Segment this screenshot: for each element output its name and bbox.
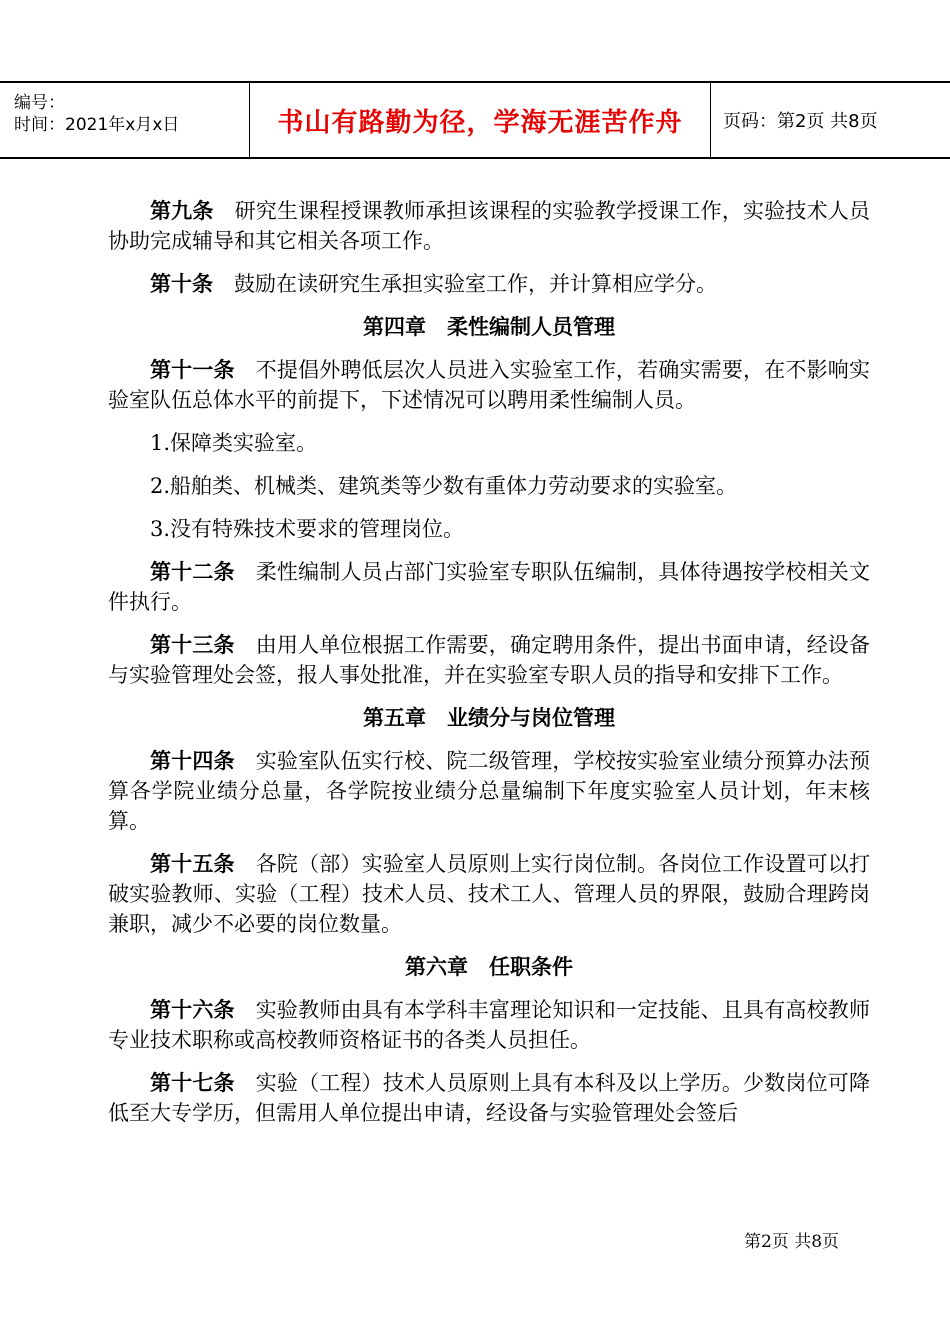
article-text: 鼓励在读研究生承担实验室工作，并计算相应学分。 xyxy=(234,272,717,296)
article-16 xyxy=(108,995,870,1055)
article-title: 第十二条 xyxy=(150,559,235,584)
article-13 xyxy=(108,630,870,690)
article-text: 由用人单位根据工作需要，确定聘用条件，提出书面申请，经设备与实验管理处会签，报人事处批准，并在实验室专职人员的指导和安排下工作。 xyxy=(108,633,870,687)
list-item: 3.没有特殊技术要求的管理岗位。 xyxy=(150,517,465,541)
article-text: 柔性编制人员占部门实验室专职队伍编制，具体待遇按学校相关文件执行。 xyxy=(108,560,870,614)
article-11 xyxy=(108,355,870,415)
article-12 xyxy=(108,557,870,617)
header-motto: 书山有路勤为径，学海无涯苦作舟 xyxy=(250,83,711,157)
article-text: 各院（部）实验室人员原则上实行岗位制。各岗位工作设置可以打破实验教师、实验（工程）技术人员、技术工人、管理人员的界限，鼓励合理跨岗兼职，减少不必要的岗位数量。 xyxy=(108,852,870,936)
header-meta xyxy=(0,83,250,157)
article-title: 第十条 xyxy=(150,271,213,296)
list-item: 1.保障类实验室。 xyxy=(150,431,318,455)
article-text: 实验（工程）技术人员原则上具有本科及以上学历。少数岗位可降低至大专学历，但需用人单位提出申请，经设备与实验管理处会签后 xyxy=(108,1071,870,1125)
article-text: 研究生课程授课教师承担该课程的实验教学授课工作，实验技术人员协助完成辅导和其它相关各项工作。 xyxy=(108,199,870,253)
document-number-label: 编号： xyxy=(14,93,65,113)
article-title: 第十四条 xyxy=(150,748,235,773)
article-text: 实验室队伍实行校、院二级管理，学校按实验室业绩分预算办法预算各学院业绩分总量，各学院按业绩分总量编制下年度实验室人员计划，年末核算。 xyxy=(108,749,870,833)
header-page-label: 页码：第2页 共8页 xyxy=(723,111,878,132)
article-title: 第十六条 xyxy=(150,997,235,1022)
article-title: 第十七条 xyxy=(150,1070,235,1095)
article-title: 第十三条 xyxy=(150,632,235,657)
chapter-heading: 第六章 任职条件 xyxy=(405,954,573,979)
article-9 xyxy=(108,196,870,256)
article-text: 不提倡外聘低层次人员进入实验室工作，若确实需要，在不影响实验室队伍总体水平的前提下，下述情况可以聘用柔性编制人员。 xyxy=(108,358,870,412)
article-10 xyxy=(108,269,870,299)
page-footer: 第2页 共8页 xyxy=(744,1232,840,1252)
article-title: 第九条 xyxy=(150,198,214,223)
article-15 xyxy=(108,849,870,939)
document-header xyxy=(0,81,950,159)
article-title: 第十五条 xyxy=(150,851,235,876)
article-title: 第十一条 xyxy=(150,357,235,382)
article-14 xyxy=(108,746,870,836)
article-text: 实验教师由具有本学科丰富理论知识和一定技能、且具有高校教师专业技术职称或高校教师资格证书的各类人员担任。 xyxy=(108,998,870,1052)
chapter-heading: 第五章 业绩分与岗位管理 xyxy=(363,705,615,730)
document-body xyxy=(108,196,870,1141)
chapter-heading: 第四章 柔性编制人员管理 xyxy=(363,314,615,339)
document-time-label: 时间：2021年x月x日 xyxy=(14,115,180,135)
article-17 xyxy=(108,1068,870,1128)
list-item: 2.船舶类、机械类、建筑类等少数有重体力劳动要求的实验室。 xyxy=(150,474,738,498)
